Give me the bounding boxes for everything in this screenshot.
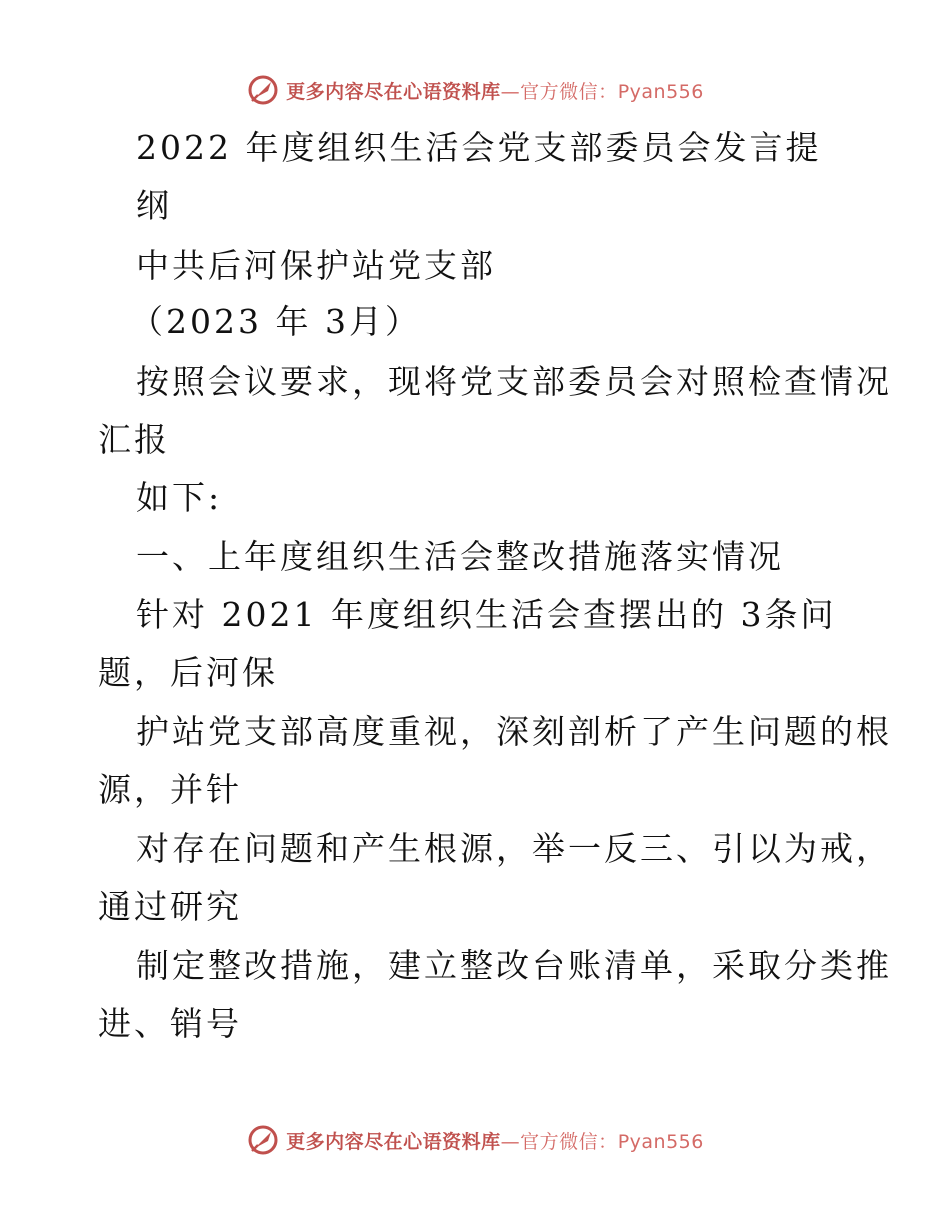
paragraph-line: 通过研究 — [98, 887, 242, 926]
section-heading: 一、上年度组织生活会整改措施落实情况 — [136, 537, 784, 576]
quill-logo-icon — [246, 1123, 280, 1157]
paragraph-line: 汇报 — [98, 420, 170, 459]
paragraph-line: 针对 2021 年度组织生活会查摆出的 3条问 — [136, 595, 837, 634]
paragraph-line: 题，后河保 — [98, 653, 278, 692]
watermark-footer — [0, 1120, 950, 1160]
paragraph-line: 护站党支部高度重视，深刻剖析了产生问题的根 — [136, 712, 892, 751]
paragraph-line: 按照会议要求，现将党支部委员会对照检查情况 — [136, 362, 892, 401]
paragraph-line: 制定整改措施，建立整改台账清单，采取分类推 — [136, 946, 892, 985]
document-date: （2023 年 3月） — [130, 302, 421, 341]
watermark-header — [0, 70, 950, 110]
paragraph-line: 源，并针 — [98, 770, 242, 809]
document-title-line-1: 2022 年度组织生活会党支部委员会发言提 — [136, 128, 822, 167]
paragraph-line: 进、销号 — [98, 1004, 242, 1043]
paragraph-line: 如下: — [136, 478, 223, 517]
quill-logo-icon — [246, 73, 280, 107]
document-title-line-2: 纲 — [136, 186, 172, 225]
paragraph-line: 对存在问题和产生根源，举一反三、引以为戒， — [136, 829, 892, 868]
watermark-text: 更多内容尽在心语资料库—官方微信：Pyan556 — [286, 80, 704, 103]
watermark-text: 更多内容尽在心语资料库—官方微信：Pyan556 — [286, 1130, 704, 1153]
organization-name: 中共后河保护站党支部 — [136, 246, 496, 285]
